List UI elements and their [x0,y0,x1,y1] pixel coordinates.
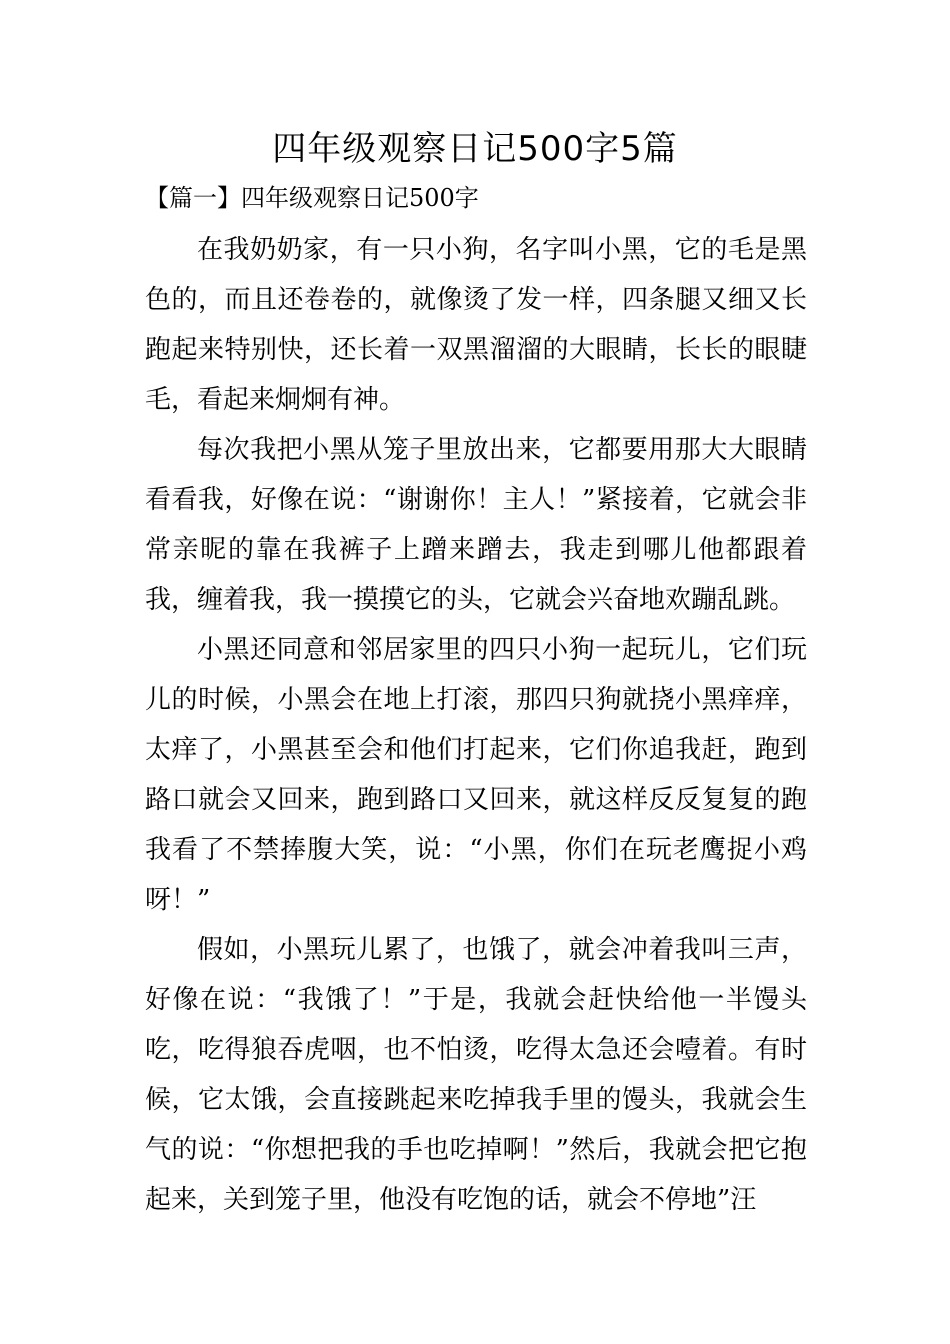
paragraph-2: 每次我把小黑从笼子里放出来，它都要用那大大眼睛看看我，好像在说：“谢谢你！主人！”紧接着，它就会非常亲昵的靠在我裤子上蹭来蹭去，我走到哪儿他都跟着我，缠着我，我一摸摸它的头，它就会兴奋地欢蹦乱跳。 [145,435,807,615]
document-title: 四年级观察日记500字5篇 [272,129,678,169]
document-body [145,225,807,1225]
paragraph-3: 小黑还同意和邻居家里的四只小狗一起玩儿，它们玩儿的时候，小黑会在地上打滚，那四只狗就挠小黑痒痒，太痒了，小黑甚至会和他们打起来，它们你追我赶，跑到路口就会又回来，跑到路口又回来，就这样反反复复的跑我看了不禁捧腹大笑，说：“小黑，你们在玩老鹰捉小鸡呀！” [145,635,807,915]
paragraph-4: 假如，小黑玩儿累了，也饿了，就会冲着我叫三声，好像在说：“我饿了！”于是，我就会赶快给他一半馒头吃，吃得狼吞虎咽，也不怕烫，吃得太急还会噎着。有时候，它太饿，会直接跳起来吃掉我手里的馒头，我就会生气的说：“你想把我的手也吃掉啊！”然后，我就会把它抱起来，关到笼子里，他没有吃饱的话，就会不停地”汪 [145,935,807,1215]
paragraph-1: 在我奶奶家，有一只小狗，名字叫小黑，它的毛是黑色的，而且还卷卷的，就像烫了发一样，四条腿又细又长跑起来特别快，还长着一双黑溜溜的大眼睛，长长的眼睫毛，看起来炯炯有神。 [145,235,807,415]
section-heading: 【篇一】四年级观察日记500字 [145,184,479,212]
